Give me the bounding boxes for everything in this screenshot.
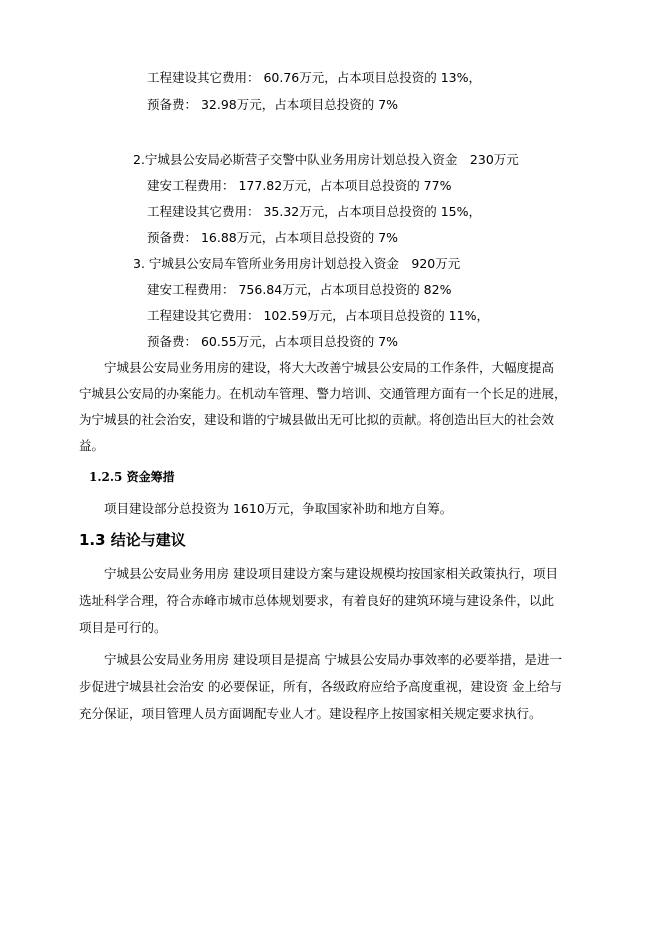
impact-line-4: 益。 bbox=[79, 438, 105, 453]
item3-reserve: 预备费： 60.55万元，占本项目总投资的 7% bbox=[147, 334, 399, 349]
item3-title: 3. 宁城县公安局车管所业务用房计划总投入资金 920万元 bbox=[133, 256, 461, 271]
item2-other-costs: 工程建设其它费用： 35.32万元，占本项目总投资的 15%， bbox=[147, 204, 482, 219]
impact-line-3: 为宁城县的社会治安，建设和谐的宁城县做出无可比拟的贡献。将创造出巨大的社会效 bbox=[79, 412, 555, 427]
impact-line-2: 宁城县公安局的办案能力。在机动车管理、警力培训、交通管理方面有一个长足的进展， bbox=[79, 386, 567, 401]
conclusion-p2-line-2: 步促进宁城县社会治安 的必要保证，所有，各级政府应给予高度重视，建设资 金上给与 bbox=[79, 679, 562, 694]
item3-construction: 建安工程费用： 756.84万元，占本项目总投资的 82% bbox=[147, 282, 452, 297]
conclusion-p2-line-3: 充分保证，项目管理人员方面调配专业人才。建设程序上按国家相关规定要求执行。 bbox=[79, 706, 542, 721]
funding-text: 项目建设部分总投资为 1610万元，争取国家补助和地方自筹。 bbox=[104, 501, 453, 516]
conclusion-heading: 1.3 结论与建议 bbox=[79, 531, 186, 549]
item2-reserve: 预备费： 16.88万元，占本项目总投资的 7% bbox=[147, 230, 399, 245]
conclusion-p1-line-1: 宁城县公安局业务用房 建设项目建设方案与建设规模均按国家相关政策执行，项目 bbox=[104, 566, 558, 581]
conclusion-p2-line-1: 宁城县公安局业务用房 建设项目是提高 宁城县公安局办事效率的必要举措，是进一 bbox=[104, 652, 562, 667]
impact-line-1: 宁城县公安局业务用房的建设，将大大改善宁城县公安局的工作条件，大幅度提高 bbox=[104, 360, 555, 375]
item2-title: 2.宁城县公安局必斯营子交警中队业务用房计划总投入资金 230万元 bbox=[133, 152, 519, 167]
item2-construction: 建安工程费用： 177.82万元，占本项目总投资的 77% bbox=[147, 178, 452, 193]
item1-other-costs: 工程建设其它费用： 60.76万元，占本项目总投资的 13%， bbox=[147, 70, 482, 85]
item1-reserve: 预备费： 32.98万元，占本项目总投资的 7% bbox=[147, 97, 399, 112]
item3-other-costs: 工程建设其它费用： 102.59万元，占本项目总投资的 11%， bbox=[147, 308, 489, 323]
funding-heading: 1.2.5 资金筹措 bbox=[89, 470, 175, 484]
conclusion-p1-line-2: 选址科学合理，符合赤峰市城市总体规划要求，有着良好的建筑环境与建设条件，以此 bbox=[79, 593, 555, 608]
conclusion-p1-line-3: 项目是可行的。 bbox=[79, 620, 167, 635]
